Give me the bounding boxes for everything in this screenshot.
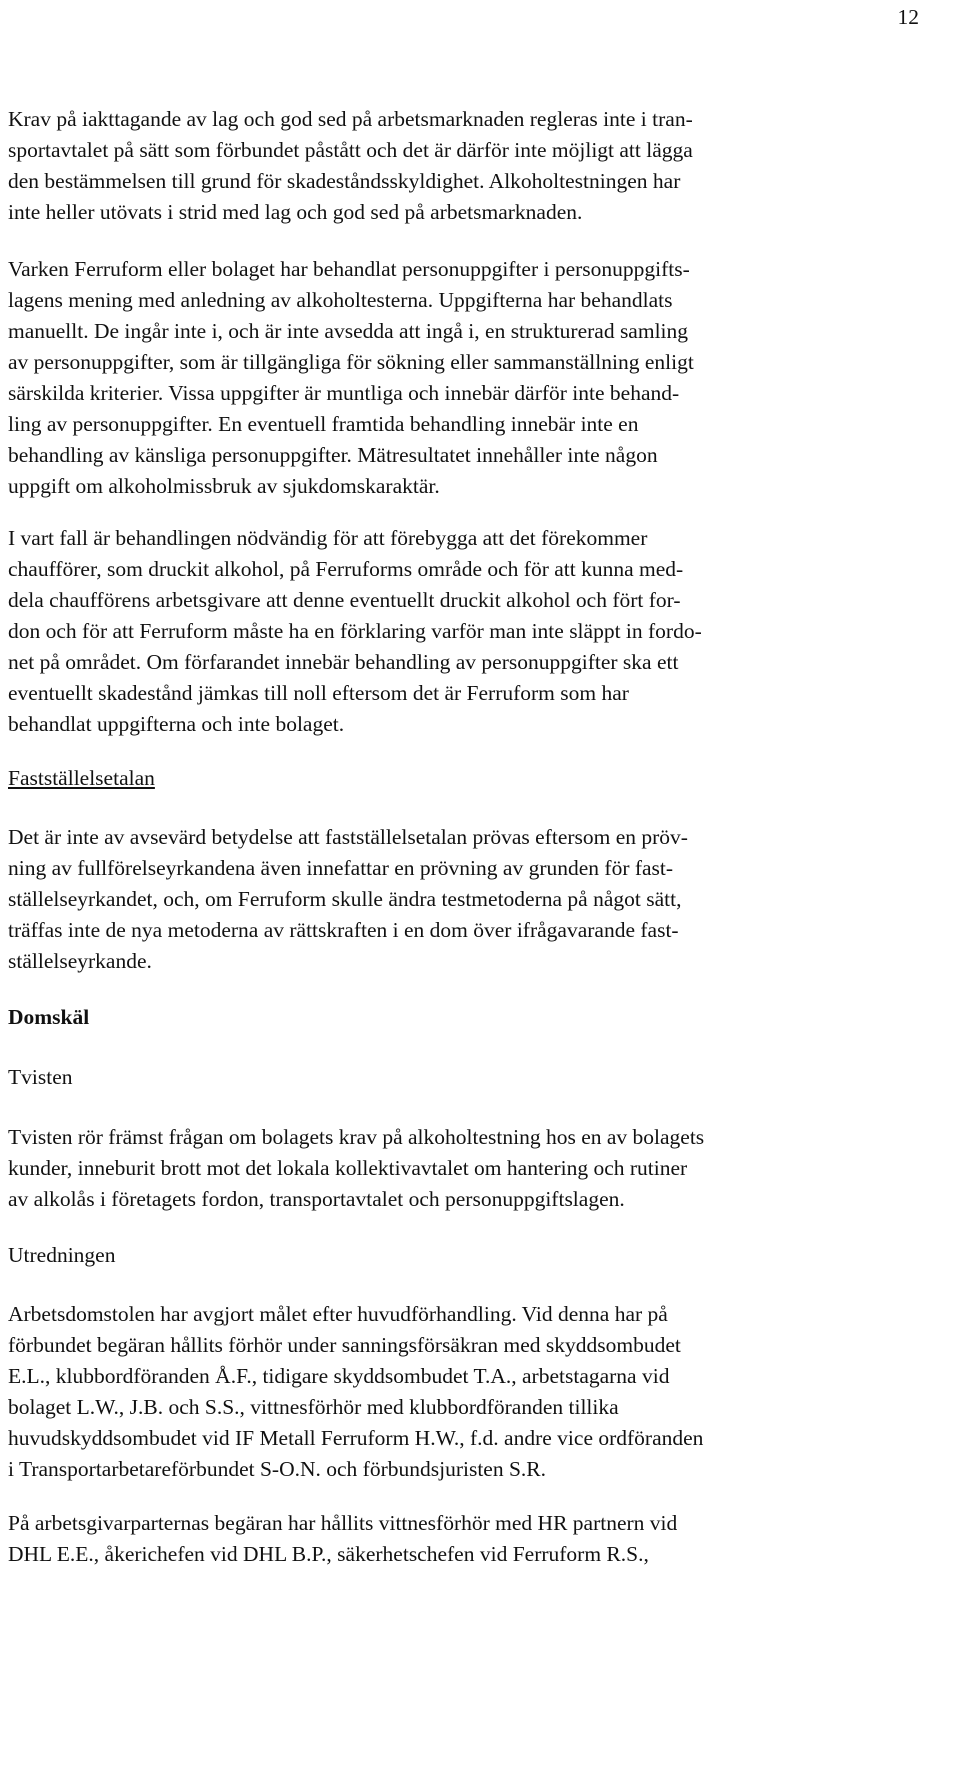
text-line: Krav på iakttagande av lag och god sed på arbetsmarknaden regleras inte i tran- bbox=[8, 107, 693, 131]
text-line: inte heller utövats i strid med lag och god sed på arbetsmarknaden. bbox=[8, 200, 583, 224]
section-heading-domskal bbox=[8, 1002, 948, 1033]
section-heading: Domskäl bbox=[8, 1005, 90, 1029]
text-line: På arbetsgivarparternas begäran har hållits vittnesförhör med HR partnern vid bbox=[8, 1511, 678, 1535]
section-heading: Fastställelsetalan bbox=[8, 766, 155, 790]
text-line: träffas inte de nya metoderna av rättskraften i en dom över ifrågavarande fast- bbox=[8, 918, 679, 942]
text-line: av personuppgifter, som är tillgängliga för sökning eller sammanställning enligt bbox=[8, 350, 694, 374]
text-line: kunder, inneburit brott mot det lokala kollektivavtalet om hantering och rutiner bbox=[8, 1156, 688, 1180]
text-line: behandlat uppgifterna och inte bolaget. bbox=[8, 712, 345, 736]
paragraph-3 bbox=[8, 523, 948, 740]
text-line: ställelseyrkandet, och, om Ferruform skulle ändra testmetoderna på något sätt, bbox=[8, 887, 682, 911]
text-line: den bestämmelsen till grund för skadeståndsskyldighet. Alkoholtestningen har bbox=[8, 169, 681, 193]
text-line: ställelseyrkande. bbox=[8, 949, 152, 973]
text-line: av alkolås i företagets fordon, transportavtalet och personuppgiftslagen. bbox=[8, 1187, 625, 1211]
text-line: huvudskyddsombudet vid IF Metall Ferruform H.W., f.d. andre vice ordföranden bbox=[8, 1426, 704, 1450]
text-line: Arbetsdomstolen har avgjort målet efter huvudförhandling. Vid denna har på bbox=[8, 1302, 668, 1326]
paragraph-2 bbox=[8, 254, 948, 502]
text-line: E.L., klubbordföranden Å.F., tidigare skyddsombudet T.A., arbetstagarna vid bbox=[8, 1364, 670, 1388]
page-number: 12 bbox=[897, 5, 919, 29]
text-line: net på området. Om förfarandet innebär behandling av personuppgifter ska ett bbox=[8, 650, 679, 674]
subheading: Tvisten bbox=[8, 1065, 73, 1089]
text-line: ling av personuppgifter. En eventuell framtida behandling innebär inte en bbox=[8, 412, 639, 436]
text-line: DHL E.E., åkerichefen vid DHL B.P., säkerhetschefen vid Ferruform R.S., bbox=[8, 1542, 649, 1566]
text-line: behandling av känsliga personuppgifter. Mätresultatet innehåller inte någon bbox=[8, 443, 658, 467]
text-line: I vart fall är behandlingen nödvändig för att förebygga att det förekommer bbox=[8, 526, 648, 550]
text-line: eventuellt skadestånd jämkas till noll eftersom det är Ferruform som har bbox=[8, 681, 629, 705]
text-line: sportavtalet på sätt som förbundet påstått och det är därför inte möjligt att lägga bbox=[8, 138, 693, 162]
text-line: bolaget L.W., J.B. och S.S., vittnesförhör med klubbordföranden tillika bbox=[8, 1395, 619, 1419]
subheading-utredningen bbox=[8, 1240, 948, 1271]
text-line: ning av fullförelseyrkandena även innefattar en prövning av grunden för fast- bbox=[8, 856, 674, 880]
text-line: manuellt. De ingår inte i, och är inte avsedda att ingå i, en strukturerad samling bbox=[8, 319, 689, 343]
section-heading-faststallelsetalan bbox=[8, 763, 948, 794]
subheading-tvisten bbox=[8, 1062, 948, 1093]
text-line: uppgift om alkoholmissbruk av sjukdomskaraktär. bbox=[8, 474, 440, 498]
paragraph-4 bbox=[8, 822, 948, 977]
paragraph-7 bbox=[8, 1508, 948, 1570]
text-line: Varken Ferruform eller bolaget har behandlat personuppgifter i personuppgifts- bbox=[8, 257, 690, 281]
text-line: i Transportarbetareförbundet S-O.N. och förbundsjuristen S.R. bbox=[8, 1457, 547, 1481]
text-line: dela chaufförens arbetsgivare att denne eventuellt druckit alkohol och fört for- bbox=[8, 588, 681, 612]
text-line: Tvisten rör främst frågan om bolagets krav på alkoholtestning hos en av bolagets bbox=[8, 1125, 705, 1149]
text-line: chaufförer, som druckit alkohol, på Ferruforms område och för att kunna med- bbox=[8, 557, 684, 581]
text-line: särskilda kriterier. Vissa uppgifter är muntliga och innebär därför inte behand- bbox=[8, 381, 680, 405]
text-line: förbundet begäran hållits förhör under sanningsförsäkran med skyddsombudet bbox=[8, 1333, 681, 1357]
paragraph-6 bbox=[8, 1299, 948, 1485]
text-line: don och för att Ferruform måste ha en förklaring varför man inte släppt in fordo- bbox=[8, 619, 702, 643]
paragraph-1 bbox=[8, 104, 948, 228]
text-line: lagens mening med anledning av alkoholtesterna. Uppgifterna har behandlats bbox=[8, 288, 673, 312]
text-line: Det är inte av avsevärd betydelse att fastställelsetalan prövas eftersom en pröv- bbox=[8, 825, 688, 849]
paragraph-5 bbox=[8, 1122, 948, 1215]
subheading: Utredningen bbox=[8, 1243, 116, 1267]
